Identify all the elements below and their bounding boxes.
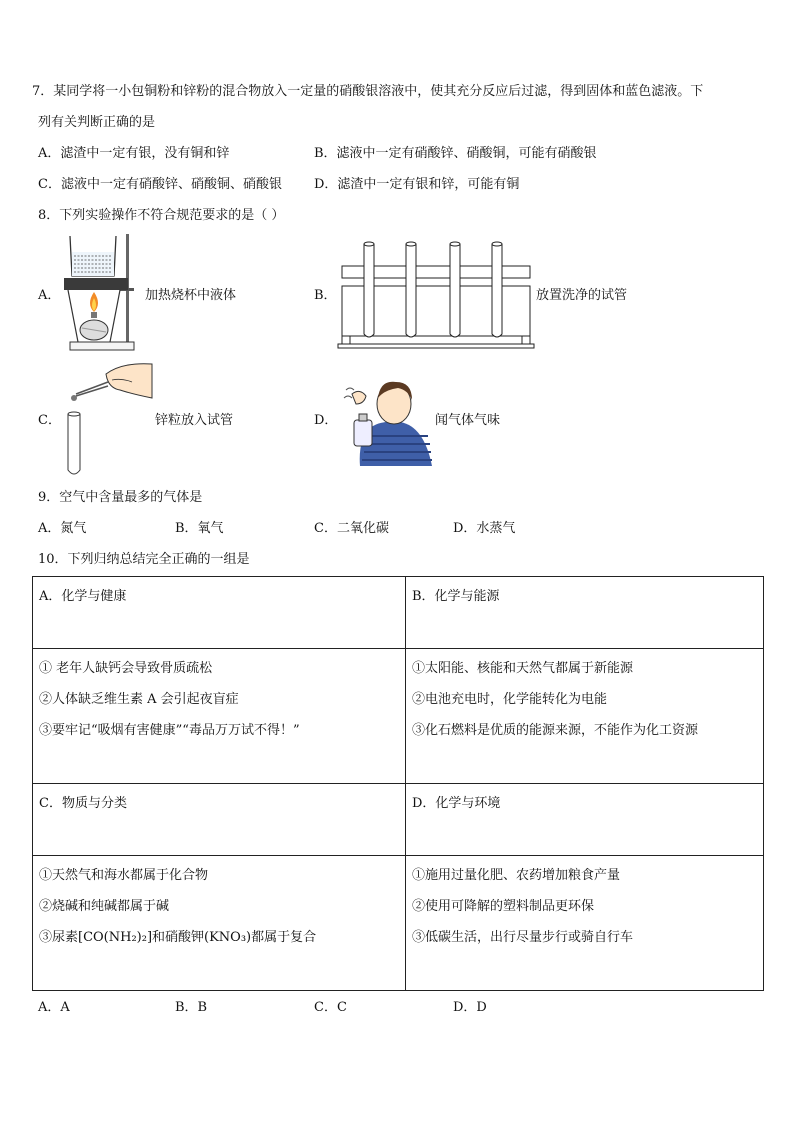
q7-option-a: A．滤渣中一定有银，没有铜和锌 bbox=[38, 146, 230, 161]
a-item-2: ②人体缺乏维生素 A 会引起夜盲症 bbox=[39, 692, 239, 707]
cell-b-title: B．化学与能源 bbox=[406, 577, 764, 649]
d-item-2: ②使用可降解的塑料制品更环保 bbox=[412, 899, 595, 914]
q8-option-a-letter: A． bbox=[38, 288, 61, 303]
q8-option-a-caption: 加热烧杯中液体 bbox=[145, 288, 237, 303]
q8-option-d-letter: D． bbox=[314, 413, 338, 428]
q9-stem: 9．空气中含量最多的气体是 bbox=[38, 490, 203, 505]
q8-option-c-caption: 锌粒放入试管 bbox=[155, 413, 234, 428]
cell-d-title: D．化学与环境 bbox=[406, 784, 764, 856]
q10-summary-table bbox=[32, 576, 764, 991]
cell-c-title: C．物质与分类 bbox=[33, 784, 406, 856]
q7-stem-line2: 列有关判断正确的是 bbox=[38, 115, 156, 130]
a-item-3: ③要牢记“吸烟有害健康”“毒品万万试不得！” bbox=[39, 723, 300, 738]
q10-option-a: A．A bbox=[38, 1000, 70, 1015]
q10-option-d: D．D bbox=[453, 1000, 487, 1015]
q10-stem: 10．下列归纳总结完全正确的一组是 bbox=[38, 552, 250, 567]
d-item-1: ①施用过量化肥、农药增加粮食产量 bbox=[412, 868, 621, 883]
c-item-1: ①天然气和海水都属于化合物 bbox=[39, 868, 209, 883]
a-item-1: ① 老年人缺钙会导致骨质疏松 bbox=[39, 661, 213, 676]
q8-option-b-letter: B． bbox=[314, 288, 337, 303]
cell-a-title: A．化学与健康 bbox=[33, 577, 406, 649]
q7-option-b: B．滤液中一定有硝酸锌、硝酸铜，可能有硝酸银 bbox=[314, 146, 597, 161]
c-item-3: ③尿素[CO(NH₂)₂]和硝酸钾(KNO₃)都属于复合 bbox=[39, 930, 317, 945]
b-item-2: ②电池充电时，化学能转化为电能 bbox=[412, 692, 608, 707]
q9-option-a: A．氮气 bbox=[38, 521, 87, 536]
q10-option-b: B．B bbox=[175, 1000, 208, 1015]
cell-c-items bbox=[33, 856, 406, 991]
cell-b-items bbox=[406, 649, 764, 784]
q9-option-d: D．水蒸气 bbox=[453, 521, 516, 536]
c-item-2: ②烧碱和纯碱都属于碱 bbox=[39, 899, 170, 914]
smelling-gas-illustration bbox=[340, 370, 436, 466]
b-item-3: ③化石燃料是优质的能源来源，不能作为化工资源 bbox=[412, 723, 699, 738]
q7-option-d: D．滤渣中一定有银和锌，可能有铜 bbox=[314, 177, 520, 192]
q8-option-d-caption: 闻气体气味 bbox=[435, 413, 501, 428]
q7-option-c: C．滤液中一定有硝酸锌、硝酸铜、硝酸银 bbox=[38, 177, 282, 192]
q7-stem-line1: 7．某同学将一小包铜粉和锌粉的混合物放入一定量的硝酸银溶液中，使其充分反应后过滤，得到固体和蓝色滤液。下 bbox=[32, 84, 704, 99]
q9-option-b: B．氧气 bbox=[175, 521, 224, 536]
cell-a-items bbox=[33, 649, 406, 784]
b-item-1: ①太阳能、核能和天然气都属于新能源 bbox=[412, 661, 634, 676]
q9-option-c: C．二氧化碳 bbox=[314, 521, 389, 536]
q8-option-c-letter: C． bbox=[38, 413, 61, 428]
d-item-3: ③低碳生活，出行尽量步行或骑自行车 bbox=[412, 930, 634, 945]
cell-d-items bbox=[406, 856, 764, 991]
q8-stem: 8．下列实验操作不符合规范要求的是（ ） bbox=[38, 208, 285, 223]
test-tube-rack-illustration bbox=[338, 240, 534, 350]
beaker-heating-illustration bbox=[64, 232, 140, 356]
zinc-into-tube-illustration bbox=[62, 360, 158, 478]
q8-option-b-caption: 放置洗净的试管 bbox=[536, 288, 628, 303]
q10-option-c: C．C bbox=[314, 1000, 347, 1015]
